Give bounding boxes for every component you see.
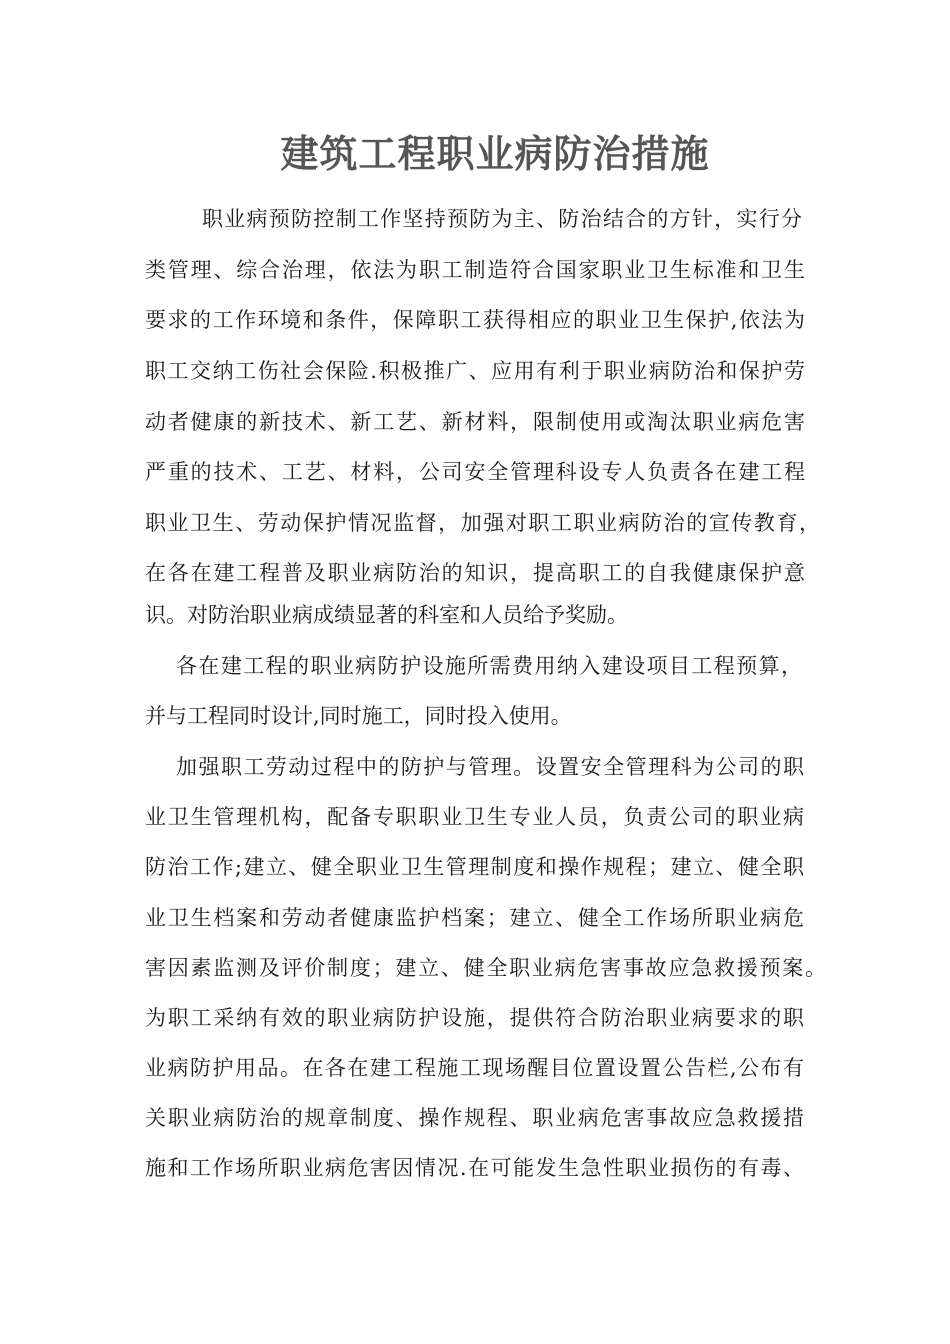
paragraph-line: 在各在建工程普及职业病防治的知识，提高职工的自我健康保护意 (145, 561, 805, 585)
paragraph-line: 职业病预防控制工作坚持预防为主、防治结合的方针，实行分 (202, 207, 802, 231)
paragraph-line: 严重的技术、工艺、材料，公司安全管理科设专人负责各在建工程 (145, 460, 805, 484)
paragraph-line: 害因素监测及评价制度；建立、健全职业病危害事故应急救援预案。 (145, 956, 826, 980)
document-title: 建筑工程职业病防治措施 (280, 132, 710, 176)
paragraph-line: 动者健康的新技术、新工艺、新材料，限制使用或淘汰职业病危害 (145, 410, 805, 434)
paragraph-line: 业病防护用品。在各在建工程施工现场醒目位置设置公告栏,公布有 (145, 1056, 804, 1080)
paragraph-line: 加强职工劳动过程中的防护与管理。设置安全管理科为公司的职 (176, 755, 804, 779)
paragraph-line: 类管理、综合治理，依法为职工制造符合国家职业卫生标准和卫生 (145, 258, 805, 282)
paragraph-line: 并与工程同时设计,同时施工，同时投入使用。 (145, 704, 572, 728)
paragraph-line: 职工交纳工伤社会保险.积极推广、应用有利于职业病防治和保护劳 (145, 359, 805, 383)
paragraph-line: 各在建工程的职业病防护设施所需费用纳入建设项目工程预算， (176, 654, 802, 678)
paragraph-line: 业卫生档案和劳动者健康监护档案；建立、健全工作场所职业病危 (145, 906, 804, 930)
paragraph-line: 职业卫生、劳动保护情况监督，加强对职工职业病防治的宣传教育， (145, 511, 820, 535)
paragraph-line: 业卫生管理机构，配备专职职业卫生专业人员，负责公司的职业病 (145, 805, 804, 829)
paragraph-line: 要求的工作环境和条件，保障职工获得相应的职业卫生保护,依法为 (145, 308, 805, 332)
paragraph-line: 关职业病防治的规章制度、操作规程、职业病危害事故应急救援措 (145, 1106, 804, 1130)
paragraph-line: 识。对防治职业病成绩显著的科室和人员给予奖励。 (145, 603, 628, 627)
paragraph-line: 防治工作;建立、健全职业卫生管理制度和操作规程；建立、健全职 (145, 855, 804, 879)
paragraph-line: 施和工作场所职业病危害因情况.在可能发生急性职业损伤的有毒、 (145, 1156, 804, 1180)
paragraph-line: 为职工采纳有效的职业病防护设施，提供符合防治职业病要求的职 (145, 1006, 804, 1030)
